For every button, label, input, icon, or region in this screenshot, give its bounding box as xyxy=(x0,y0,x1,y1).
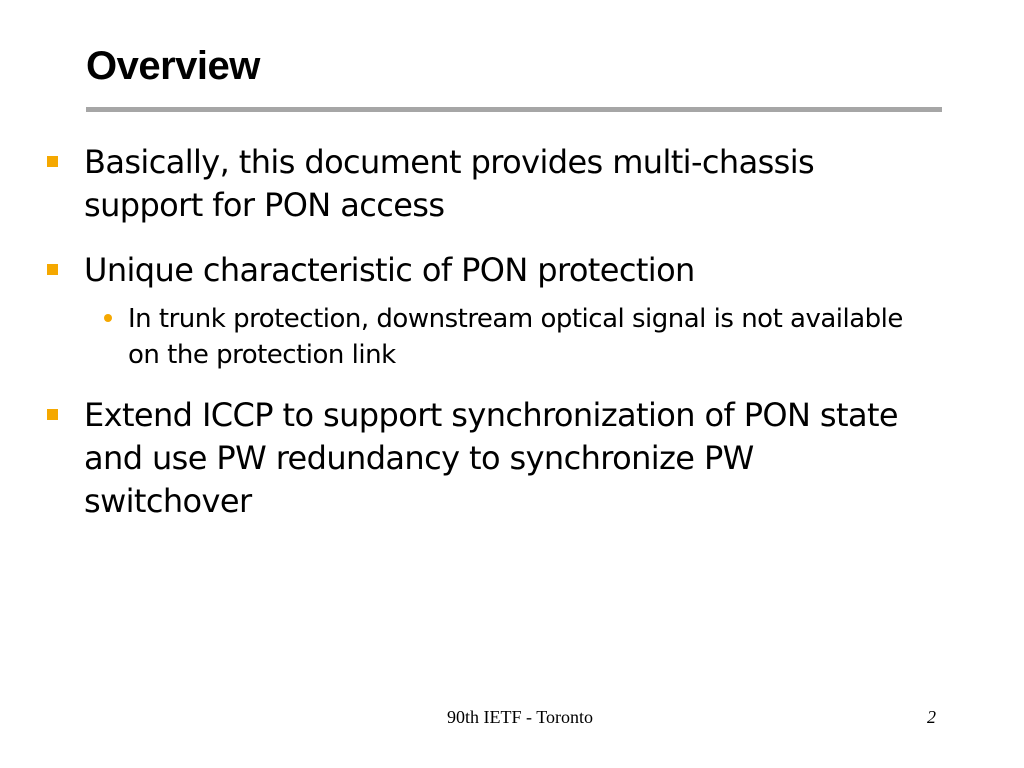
dot-bullet-icon xyxy=(104,314,112,322)
bullet-item: Unique characteristic of PON protection xyxy=(84,251,695,289)
footer-event: 90th IETF - Toronto xyxy=(447,707,593,727)
square-bullet-icon xyxy=(47,264,58,275)
title-divider xyxy=(86,107,942,112)
page-number: 2 xyxy=(927,707,936,727)
sub-bullet-item: In trunk protection, downstream optical signal is not available on the protection link xyxy=(128,304,903,370)
square-bullet-icon xyxy=(47,409,58,420)
bullet-item: Basically, this document provides multi-chassis support for PON access xyxy=(84,143,815,224)
bullet-item: Extend ICCP to support synchronization of PON state and use PW redundancy to synchronize PW switchover xyxy=(84,396,898,520)
slide-title: Overview xyxy=(86,44,260,88)
square-bullet-icon xyxy=(47,156,58,167)
